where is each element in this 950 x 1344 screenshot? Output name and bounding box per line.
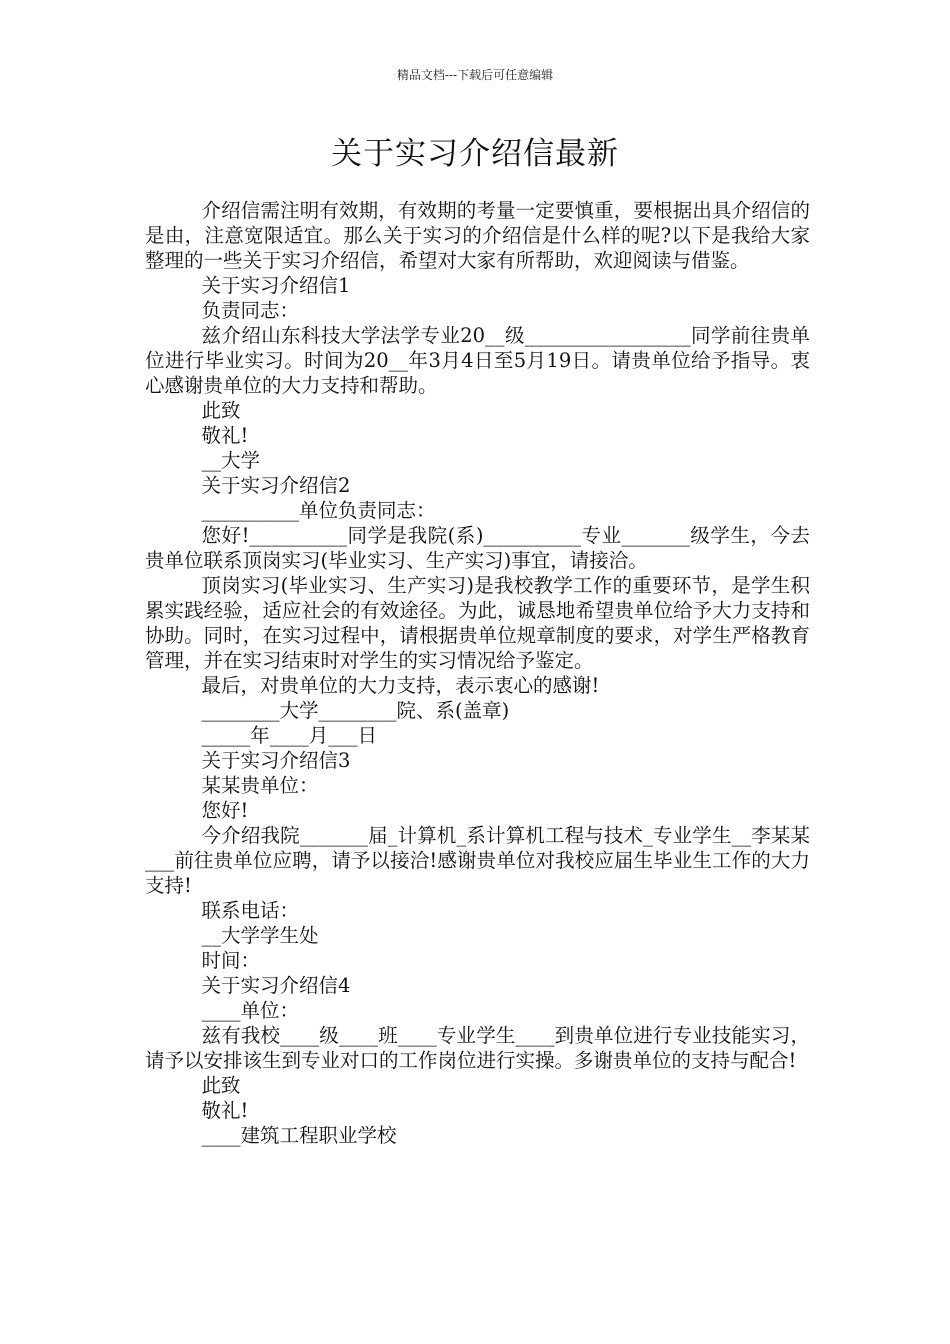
body-line: __________单位负责同志： — [201, 499, 436, 522]
body-line: 时间： — [201, 949, 261, 972]
body-line: __大学 — [201, 449, 261, 472]
body-paragraph: 兹有我校____级____班____专业学生____到贵单位进行专业技能实习，请予以安排该生到专业对口的工作岗位进行实操。多谢贵单位的支持与配合! — [145, 1024, 810, 1072]
body-paragraph: 您好!__________同学是我院(系)__________专业_______级学生，今去贵单位联系顶岗实习(毕业实习、生产实习)事宜，请接洽。 — [145, 524, 810, 572]
body-line: _____年____月___日 — [201, 724, 378, 747]
body-line: 关于实习介绍信3 — [201, 749, 351, 772]
body-line: 最后，对贵单位的大力支持，表示衷心的感谢! — [201, 674, 600, 697]
body-line: ____单位： — [201, 999, 300, 1022]
body-paragraph: 今介绍我院_______届_计算机_系计算机工程与技术_专业学生__李某某___前往贵单位应聘，请予以接洽!感谢贵单位对我校应届生毕业生工作的大力支持! — [145, 824, 810, 897]
body-paragraph: 顶岗实习(毕业实习、生产实习)是我校教学工作的重要环节，是学生积累实践经验，适应社会的有效途径。为此，诚恳地希望贵单位给予大力支持和协助。同时，在实习过程中，请根据贵单位规章制度的要求，对学生严格教育管理，并在实习结束时对学生的实习情况给予鉴定。 — [145, 574, 810, 672]
body-line: 敬礼! — [201, 1099, 249, 1122]
body-line: __大学学生处 — [201, 924, 319, 947]
body-line: 此致 — [201, 399, 241, 422]
page-title: 关于实习介绍信最新 — [331, 136, 619, 172]
body-paragraph: 兹介绍山东科技大学法学专业20__级_________________同学前往贵单位进行毕业实习。时间为20__年3月4日至5月19日。请贵单位给予指导。衷心感谢贵单位的大力支持和帮助。 — [145, 324, 810, 397]
body-line: 负责同志： — [201, 299, 300, 322]
body-line: 关于实习介绍信1 — [201, 274, 351, 297]
body-line: 您好! — [201, 799, 249, 822]
body-line: ________大学________院、系(盖章) — [201, 699, 510, 722]
body-line: ____建筑工程职业学校 — [201, 1124, 397, 1147]
body-line: 此致 — [201, 1074, 241, 1097]
header-note: 精品文档---下载后可任意编辑 — [396, 68, 554, 82]
body-paragraph: 介绍信需注明有效期，有效期的考量一定要慎重，要根据出具介绍信的是由，注意宽限适宜。那么关于实习的介绍信是什么样的呢?以下是我给大家整理的一些关于实习介绍信，希望对大家有所帮助，欢迎阅读与借鉴。 — [145, 199, 810, 272]
body-line: 关于实习介绍信2 — [201, 474, 351, 497]
document-body — [145, 198, 810, 1148]
body-line: 联系电话： — [201, 899, 300, 922]
body-line: 敬礼! — [201, 424, 249, 447]
body-line: 关于实习介绍信4 — [201, 974, 351, 997]
body-line: 某某贵单位： — [201, 774, 319, 797]
